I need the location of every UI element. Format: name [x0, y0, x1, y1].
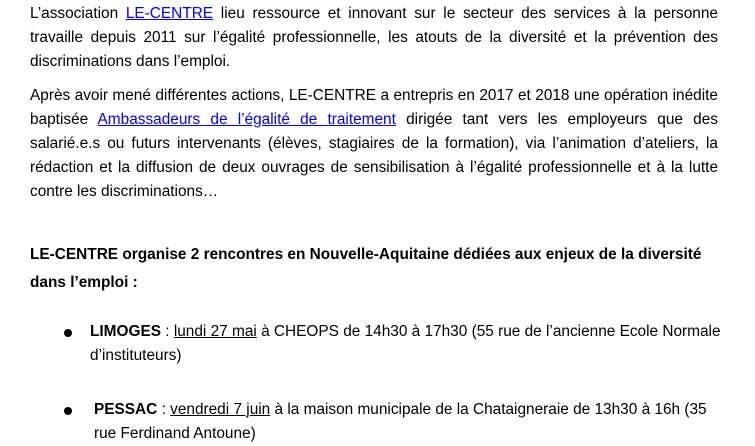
- event-details: à la maison municipale de la Chataigneraie de 13h30 à 16h (35 rue Ferdinand Antoune): [94, 401, 707, 442]
- intro-paragraph: [30, 2, 718, 74]
- event-separator: :: [160, 323, 174, 340]
- actions-text: dirigée tant vers les employeurs que des salarié.e.s ou futurs intervenants (élèves, stagiaires de la formation), via l’animation d’ateliers, la rédaction et la diffusion de deux ouvrages de sensibilisation à l’égalité professionnelle et à la lutte contre les discriminations…: [30, 111, 718, 200]
- event-city: PESSAC: [94, 401, 158, 418]
- event-details: à CHEOPS de 14h30 à 17h30 (55 rue de l’ancienne Ecole Normale d’instituteurs): [90, 323, 721, 364]
- event-separator: :: [157, 401, 171, 418]
- bullet-icon: [64, 407, 72, 415]
- event-date: lundi 27 mai: [173, 323, 257, 340]
- intro-text: lieu ressource et innovant sur le secteur des services à la personne travaille depuis 2011 sur l’égalité professionnelle, les atouts de la diversité et la prévention des discriminations dans l’emploi.: [30, 5, 718, 70]
- actions-prefix: Après avoir mené différentes actions, LE-CENTRE a entrepris en 2017 et 2018 une opération inédite baptisée: [30, 87, 718, 128]
- event-item-pessac: [94, 398, 732, 446]
- bullet-icon: [64, 329, 72, 337]
- event-date: vendredi 7 juin: [170, 401, 271, 418]
- actions-paragraph: [30, 84, 718, 204]
- event-city: LIMOGES: [90, 323, 161, 340]
- events-heading: LE-CENTRE organise 2 rencontres en Nouvelle-Aquitaine dédiées aux enjeux de la diversité dans l’emploi :: [30, 246, 702, 291]
- ambassadeurs-link[interactable]: Ambassadeurs de l’égalité de traitement: [97, 111, 396, 128]
- intro-prefix: L’association: [30, 5, 126, 22]
- event-item-limoges: [90, 320, 732, 368]
- le-centre-link[interactable]: LE-CENTRE: [125, 5, 214, 22]
